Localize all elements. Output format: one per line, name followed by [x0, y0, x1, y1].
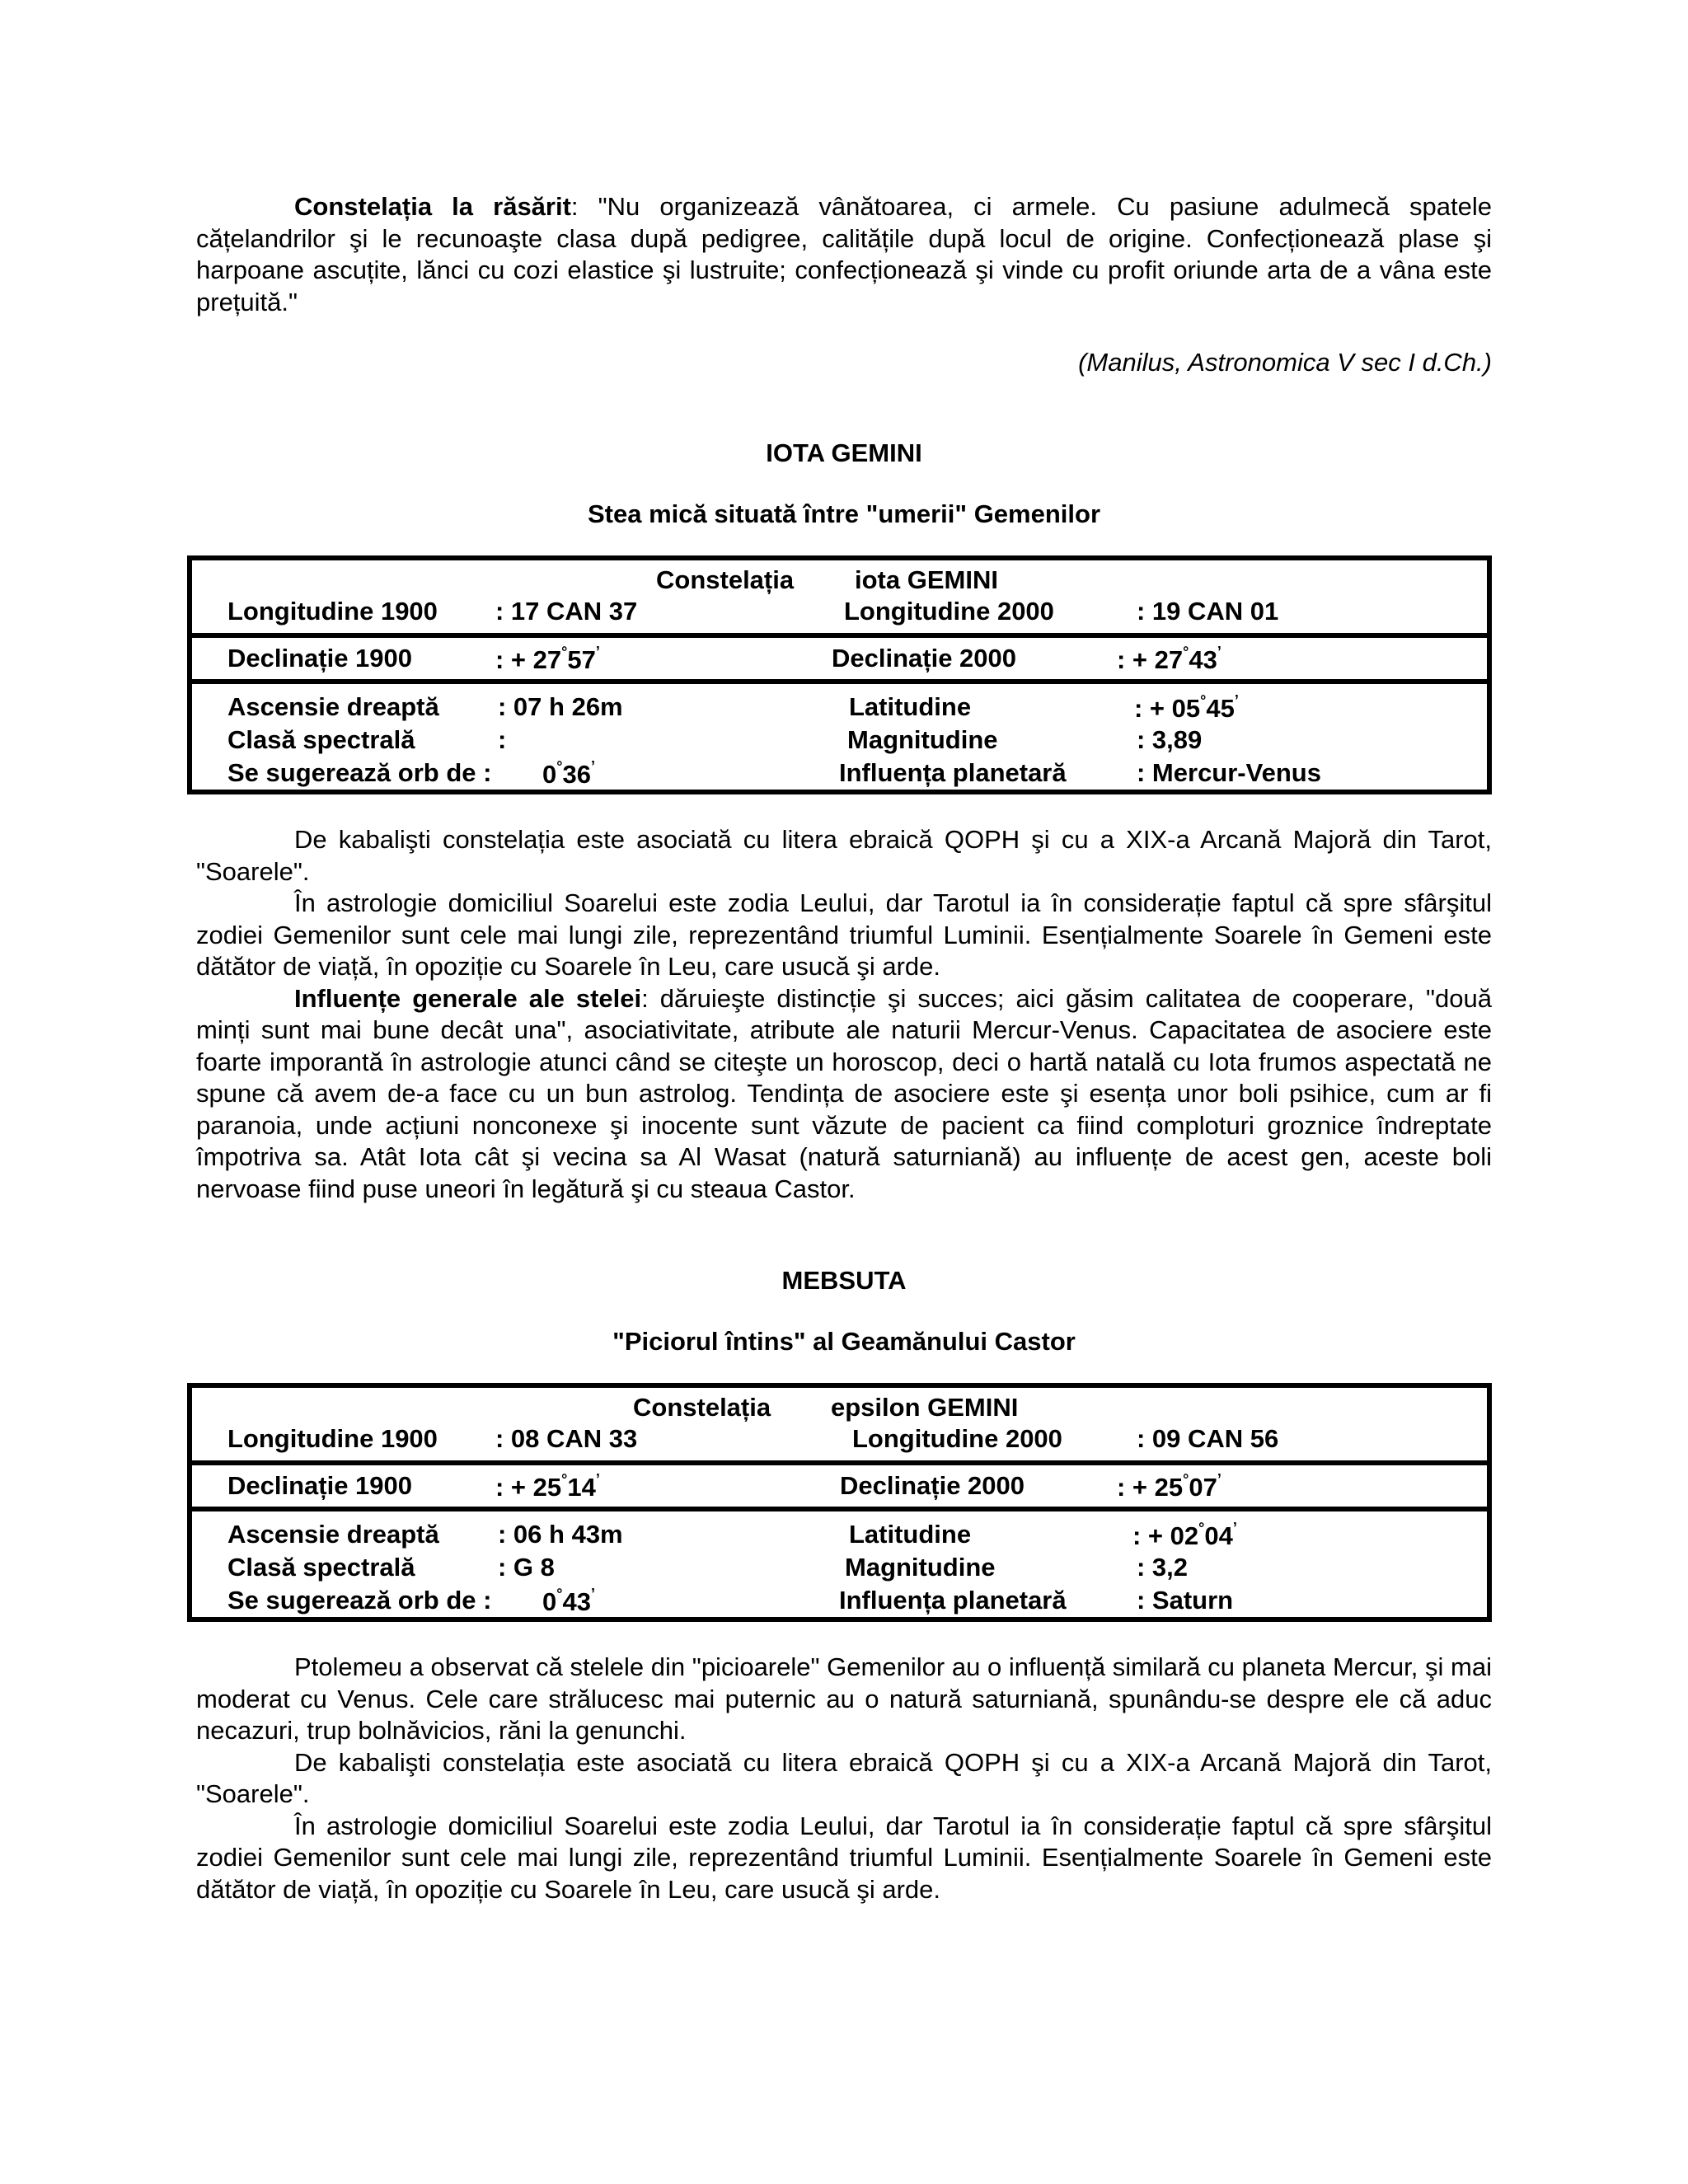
- star1-data-table: [187, 555, 1492, 794]
- star2-paragraph-1: Ptolemeu a observat că stelele din "picioarele" Gemenilor au o influență similară cu planeta Mercur, şi mai moderat cu Venus. Cele care strălucesc mai puternic au o natură saturniană, spunându-se despre ele că aduc necazuri, trup bolnăvicios, răni la genunchi.: [196, 1652, 1492, 1745]
- star2-constellation-value: epsilon GEMINI: [831, 1393, 1019, 1422]
- star1-table-section-details: [192, 679, 1487, 790]
- star2-mag-value: : 3,2: [1137, 1553, 1189, 1582]
- star1-lon1900-value: : 17 CAN 37: [495, 597, 638, 626]
- star1-asc-value: : 07 h 26m: [498, 692, 623, 721]
- star1-dec2000-label: Declinație 2000: [832, 644, 1017, 673]
- star2-dec1900-label: Declinație 1900: [227, 1471, 413, 1500]
- star2-asc-value: : 06 h 43m: [498, 1520, 623, 1549]
- star2-paragraph-2: De kabalişti constelația este asociată cu litera ebraică QOPH şi cu a XIX-a Arcană Majoră din Tarot, "Soarele".: [196, 1747, 1492, 1808]
- star2-data-table: [187, 1383, 1492, 1622]
- star2-lon2000-label: Longitudine 2000: [852, 1424, 1062, 1453]
- star1-lon2000-label: Longitudine 2000: [844, 597, 1054, 626]
- star1-lat-value: : + 05°45’: [1134, 692, 1239, 723]
- star2-lat-value: : + 02°04’: [1132, 1520, 1237, 1550]
- star2-orb-label: Se sugerează orb de :: [227, 1586, 492, 1615]
- star2-title: MEBSUTA: [781, 1266, 907, 1295]
- star1-influence-label: Influența planetară: [839, 758, 1067, 787]
- intro-paragraph: [196, 191, 1492, 318]
- star1-orb-label: Se sugerează orb de :: [227, 758, 492, 787]
- document-page: [196, 191, 1492, 1905]
- star2-dec2000-value: : + 25°07’: [1117, 1471, 1221, 1502]
- star1-title: IOTA GEMINI: [766, 438, 922, 467]
- star1-lat-label: Latitudine: [849, 692, 972, 721]
- star1-dec2000-value: : + 27°43’: [1117, 644, 1221, 674]
- star2-mag-label: Magnitudine: [845, 1553, 996, 1582]
- star2-constellation-label: Constelația: [633, 1393, 771, 1422]
- star1-influence-value: : Mercur-Venus: [1137, 758, 1321, 787]
- star1-mag-label: Magnitudine: [847, 725, 998, 754]
- star1-table-section-declination: [192, 633, 1487, 679]
- star1-table-section-longitude: [192, 560, 1487, 633]
- star2-influence-label: Influența planetară: [839, 1586, 1067, 1615]
- star2-dec1900-value: : + 25°14’: [495, 1471, 600, 1502]
- star1-lon2000-value: : 19 CAN 01: [1137, 597, 1279, 626]
- star1-constellation-label: Constelația: [656, 565, 795, 594]
- star1-dec1900-value: : + 27°57’: [495, 644, 600, 674]
- star2-asc-label: Ascensie dreaptă: [227, 1520, 439, 1549]
- star2-influence-value: : Saturn: [1137, 1586, 1234, 1615]
- star1-paragraph-3: Influențe generale ale stelei: dăruieşte distincție şi succes; aici găsim calitatea de cooperare, "două minți sunt mai bune decât una", asociativitate, atribute ale naturii Mercur-Venus. Capacitatea de asociere este foarte imporantă în astrologie atunci când se citeşte un horoscop, deci o hartă natală cu Iota frumos aspectată ne spune că avem de-a face cu un bun astrolog. Tendința de asociere este şi esența unor boli psihice, cum ar fi paranoia, unde acțiuni nonconexe şi inocente sunt văzute de pacient ca fiind comploturi groznice îndreptate împotriva sa. Atât Iota cât şi vecina sa Al Wasat (natură saturniană) au influențe de acest gen, aceste boli nervoase fiind puse uneori în legătură şi cu steaua Castor.: [196, 983, 1492, 1203]
- star2-spectral-label: Clasă spectrală: [227, 1553, 415, 1582]
- star1-dec1900-label: Declinație 1900: [227, 644, 413, 673]
- star1-asc-label: Ascensie dreaptă: [227, 692, 439, 721]
- star2-lat-label: Latitudine: [849, 1520, 972, 1549]
- star1-subtitle: Stea mică situată între "umerii" Gemenilor: [587, 499, 1101, 528]
- star2-dec2000-label: Declinație 2000: [840, 1471, 1025, 1500]
- star1-orb-value: 0°36’: [542, 758, 595, 789]
- star2-table-section-declination: [192, 1460, 1487, 1507]
- star1-spectral-label: Clasă spectrală: [227, 725, 415, 754]
- star1-constellation-value: iota GEMINI: [855, 565, 998, 594]
- star1-mag-value: : 3,89: [1137, 725, 1203, 754]
- star1-paragraph-1: De kabalişti constelația este asociată cu litera ebraică QOPH şi cu a XIX-a Arcană Majoră din Tarot, "Soarele".: [196, 825, 1492, 886]
- star1-influence-lead: Influențe generale ale stelei: [294, 983, 642, 1013]
- star1-lon1900-label: Longitudine 1900: [227, 597, 438, 626]
- star1-paragraph-2: În astrologie domiciliul Soarelui este zodia Leului, dar Tarotul ia în considerație faptul că spre sfârşitul zodiei Gemenilor sunt cele mai lungi zile, reprezentând triumful Luminii. Esențialmente Soarele în Gemeni este dătător de viață, în opoziție cu Soarele în Leu, care usucă şi arde.: [196, 888, 1492, 981]
- star2-spectral-value: : G 8: [498, 1553, 555, 1582]
- star2-lon1900-value: : 08 CAN 33: [495, 1424, 638, 1453]
- intro-lead: Constelația la răsărit: [294, 192, 571, 221]
- star2-orb-value: 0°43’: [542, 1586, 595, 1616]
- star2-subtitle: "Piciorul întins" al Geamănului Castor: [612, 1327, 1076, 1356]
- star1-spectral-value: :: [498, 725, 507, 754]
- star2-paragraph-3: În astrologie domiciliul Soarelui este zodia Leului, dar Tarotul ia în considerație faptul că spre sfârşitul zodiei Gemenilor sunt cele mai lungi zile, reprezentând triumful Luminii. Esențialmente Soarele în Gemeni este dătător de viață, în opoziție cu Soarele în Leu, care usucă şi arde.: [196, 1811, 1492, 1904]
- intro-text: : "Nu organizează vânătoarea, ci armele. Cu pasiune adulmecă spatele cățelandrilor şi le recunoaşte clasa după pedigree, calitățile după locul de origine. Confecționează plase şi harpoane ascuțite, lănci cu cozi elastice şi lustruite; confecționează şi vinde cu profit oriunde arta de a vâna este prețuită.": [196, 192, 1492, 316]
- star2-lon2000-value: : 09 CAN 56: [1137, 1424, 1279, 1453]
- star2-lon1900-label: Longitudine 1900: [227, 1424, 438, 1453]
- intro-citation: (Manilus, Astronomica V sec I d.Ch.): [1078, 348, 1492, 377]
- star2-table-section-details: [192, 1507, 1487, 1617]
- star2-table-section-longitude: [192, 1388, 1487, 1460]
